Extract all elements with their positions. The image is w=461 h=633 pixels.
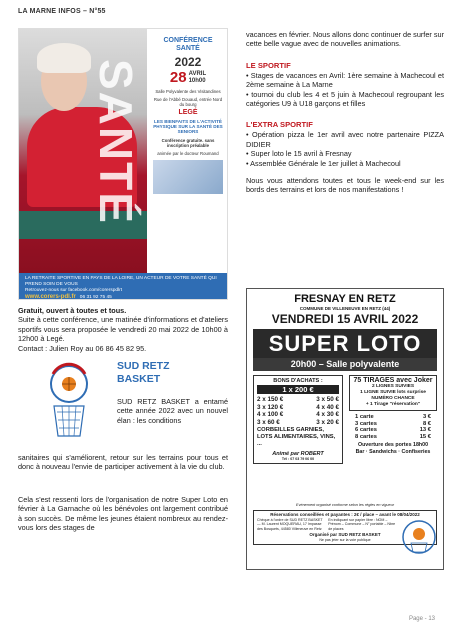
basket-para2: Cela s'est ressenti lors de l'organisation de notre Super Loto en février à La Garnache où les bénévoles ont largement contribué à son succès. De même les jeunes étaient nombreux au rendez-vous lors des stages de [18,495,228,533]
loto-cartes [349,414,437,455]
bons-corbeilles: CORBEILLES GARNIES, LOTS ALIMENTAIRES, VINS, ... [257,427,336,447]
sportif-item: • tournoi du club les 4 et 5 juin à Machecoul regroupant les catégories U9 à U18 garçons et filles [246,89,444,109]
loto-title: SUPER LOTO [253,329,437,358]
bons-value: 4 x 100 € [257,411,284,419]
right-text-block [246,30,444,195]
poster-info [147,29,228,273]
reservation-heading: Réservations conseillées et payantes : 2€ / place – avant le 08/04/2022 [270,512,420,517]
poster-url[interactable]: www.corers-pdl.fr [25,294,76,300]
carte-price: 8 € [422,420,431,427]
bons-value: 4 x 30 € [316,411,339,419]
tirage-line: 2 LIGNES SUIVIES [371,384,415,389]
bons-value: 3 x 120 € [257,403,284,411]
poster-phone: 06 31 92 75 45 [79,295,112,300]
sportif-heading: LE SPORTIF [246,60,291,70]
poster-year: 2022 [174,55,202,69]
tirages-heading: 75 TIRAGES avec Joker [353,377,433,384]
poster-small-photo [153,160,223,194]
basket-ball-logo [401,519,437,555]
left-text-block [18,306,228,353]
sud-retz-basket-logo [40,360,98,442]
free-line: Gratuit, ouvert à toutes et tous. [18,306,127,315]
poster-bar-line2: Retrouvez-nous sur facebook.com/corerspdlrt [25,288,123,293]
poster-time: 10h00 [188,77,206,84]
carte-label: 1 carte [355,414,374,420]
bons-row [257,411,339,419]
poster-venue-sub: Rue de l'Abbé Douaud, entrée Nord du bourg [153,97,223,108]
loto-bons [253,375,343,464]
reservation-org: Organisé par SUD RETZ BASKET [309,532,381,537]
poster-bar-line1: LA RETRAITE SPORTIVE EN PAYS DE LA LOIRE, UN ACTEUR DE VOTRE SANTÉ QUI PREND SOIN DE VOUS [25,276,217,287]
carte-row [349,414,437,421]
basket-title-line2: BASKET [117,373,161,385]
poster-photo [19,29,147,273]
loto-date: VENDREDI 15 AVRIL 2022 [271,312,419,326]
reservation-footnote: Ne pas jeter sur la voie publique [319,537,371,542]
tirage-line: + 1 Tirage "réservation" [365,402,421,407]
reservation-right: En indiquant sur papier libre : NOM – Prénom – Commune – N° portable – Nbre de places [328,517,396,531]
poster-free: Conférence gratuite. sans inscription préalable [161,137,215,149]
poster-big-word: SANTÉ [90,59,142,225]
carte-label: 8 cartes [355,433,377,440]
carte-row [349,434,437,441]
poster-benefits: LES BIENFAITS DE L'ACTIVITÉ PHYSIQUE SUR LA SANTÉ DES SENIORS [153,118,223,135]
extra-heading: L'EXTRA SPORTIF [246,120,313,130]
bons-value: 2 x 150 € [257,396,284,403]
tirage-line: NUMÉRO CHANCE [371,396,415,401]
carte-row [349,427,437,434]
loto-animator: Animé par ROBERT [272,450,324,457]
bons-value: 3 x 20 € [316,418,339,426]
page-header: LA MARNE INFOS – N°55 [18,8,106,15]
basket-para-top: SUD RETZ BASKET a entamé cette année 2022 avec un nouvel élan : les conditions [117,397,228,425]
extra-item: • Assemblée Générale le 1er juillet à Machecoul [246,158,401,168]
bons-main: 1 x 200 € [257,385,339,394]
bons-heading: BONS D'ACHATS : [273,378,323,384]
bons-row [257,396,339,404]
poster-date [151,69,225,86]
carte-row [349,421,437,428]
loto-commune: COMMUNE DE VILLENEUVE EN RETZ (44) [299,306,391,311]
poster-venue: Salle Polyvalente des Visitandines [155,89,221,94]
basket-title [117,360,170,386]
conference-paragraph: Suite à cette conférence, une matinée d'informations et d'ateliers sportifs vous sera proposée le vendredi 20 mai 2022 de 10h00 à 12h00 à Legé. [18,315,228,344]
basket-para-full: sanitaires qui s'améliorent, retour sur les terrains pour tous et donc à nouveau l'envie de participer activement à la vie du club. [18,453,228,472]
carte-price: 3 € [422,414,431,420]
loto-details [253,375,437,503]
loto-animator-phone: Tél : 07 03 79 06 00 [281,456,315,461]
contact-line: Contact : Julien Roy au 06 86 45 82 95. [18,343,147,353]
poster-title: CONFÉRENCE SANTÉ [163,37,213,52]
person-hair [37,43,91,73]
loto-ouverture: Ouverture des portes 18h00 [357,442,429,449]
poster-month: AVRIL [188,70,207,77]
basket-title-line1: SUD RETZ [117,360,170,372]
page-number: Page - 13 [408,616,435,622]
carte-label: 6 cartes [355,427,377,434]
extra-item: • Opération pizza le 1er avril avec notre partenaire PIZZA DIDIER [246,130,444,149]
bons-value: 3 x 60 € [257,418,280,426]
closing-paragraph: Nous vous attendons toutes et tous le week-end sur les bords des terrains et lors de nos manifestations ! [246,176,444,195]
bons-value: 3 x 50 € [316,396,339,403]
carte-label: 3 cartes [355,420,377,427]
bons-row [257,404,339,412]
loto-ouverture-sub: Bar · Sandwichs · Confiseries [355,448,431,455]
loto-warning: Evénement organisé conforme selon les règles en vigueur [296,503,394,507]
poster-day: 28 [169,69,187,86]
carte-price: 15 € [419,433,431,440]
loto-time-place: 20h00 – Salle polyvalente [253,358,437,371]
super-loto-poster [246,288,444,570]
extra-item: • Super loto le 15 avril à Fresnay [246,149,352,159]
loto-place: FRESNAY EN RETZ [294,293,396,305]
poster-speaker: animée par le docteur Roumand [157,151,219,157]
conference-poster [18,28,228,300]
tirage-line: 1 LIGNE SUIVIE lots surprise [360,390,426,395]
right-intro: vacances en février. Nous allons donc continuer de surfer sur cette belle vague avec de nouvelles animations. [246,30,444,49]
loto-right [349,375,437,455]
loto-tirages [349,375,437,411]
poster-footer-bar [19,273,228,300]
bons-row [257,419,339,427]
bons-value: 4 x 40 € [316,403,339,411]
carte-price: 13 € [419,427,431,434]
sportif-item: • Stages de vacances en Avril: 1ère semaine à Machecoul et 2ème semaine à La Marne [246,70,444,90]
reservation-left: Chèque à l'ordre de SUD RETZ BASKET — M. Laurent MOQUERAU, 17 Impasse des Bosquets, 44580 Villeneuve en Retz [257,517,323,531]
poster-city: LEGÉ [178,108,198,116]
